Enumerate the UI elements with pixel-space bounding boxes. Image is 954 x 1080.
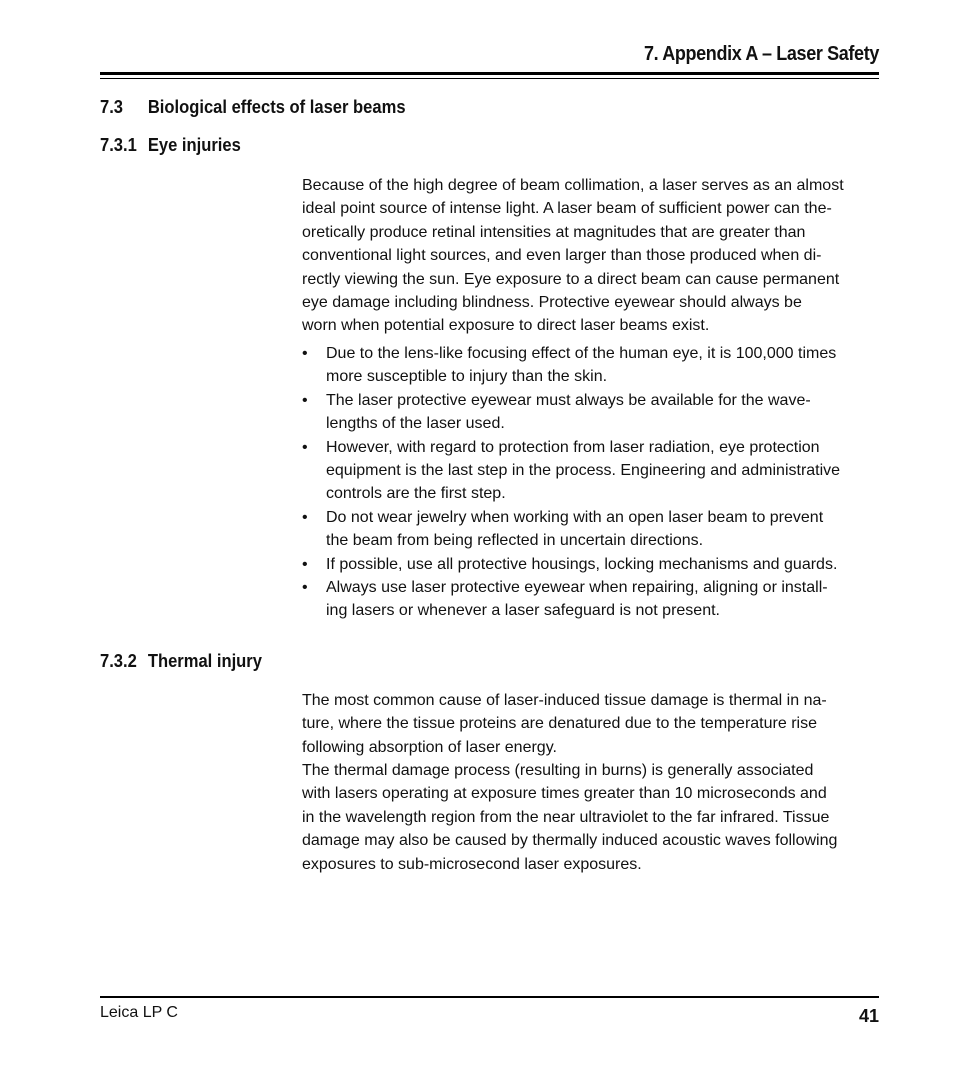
bullet-dot-icon: • bbox=[302, 438, 308, 456]
bullet-line: lengths of the laser used. bbox=[326, 415, 505, 433]
bullet-line: However, with regard to protection from laser radiation, eye protection bbox=[326, 438, 820, 456]
section-number: 7.3.1 bbox=[100, 135, 137, 155]
section-title: Eye injuries bbox=[147, 135, 241, 155]
paragraph-line: exposures to sub-microsecond laser exposures. bbox=[302, 855, 642, 873]
header-rule-thick bbox=[100, 72, 879, 75]
bullet-line: ing lasers or whenever a laser safeguard is not present. bbox=[326, 602, 720, 620]
bullet-item bbox=[302, 342, 879, 389]
section-heading-7-3 bbox=[100, 97, 406, 118]
section-number: 7.3 bbox=[100, 97, 124, 117]
page-number: 41 bbox=[858, 1006, 879, 1026]
bullet-item bbox=[302, 576, 879, 623]
paragraph-line: ture, where the tissue proteins are denatured due to the temperature rise bbox=[302, 715, 817, 733]
paragraph-line: ideal point source of intense light. A laser beam of sufficient power can the- bbox=[302, 200, 832, 218]
bullet-line: the beam from being reflected in uncertain directions. bbox=[326, 532, 704, 550]
eye-injuries-paragraph bbox=[302, 174, 879, 338]
section-title: Thermal injury bbox=[147, 651, 262, 671]
paragraph-line: The most common cause of laser-induced tissue damage is thermal in na- bbox=[302, 692, 827, 709]
bullet-line: If possible, use all protective housings, locking mechanisms and guards. bbox=[326, 555, 838, 573]
bullet-dot-icon: • bbox=[302, 345, 308, 362]
bullet-line: equipment is the last step in the process. Engineering and administrative bbox=[326, 461, 841, 479]
thermal-injury-paragraph-2 bbox=[302, 759, 879, 876]
paragraph-line: in the wavelength region from the near ultraviolet to the far infrared. Tissue bbox=[302, 808, 830, 826]
paragraph-line: rectly viewing the sun. Eye exposure to a direct beam can cause permanent bbox=[302, 270, 840, 288]
bullet-item bbox=[302, 553, 879, 576]
bullet-line: Do not wear jewelry when working with an open laser beam to prevent bbox=[326, 508, 824, 526]
bullet-dot-icon: • bbox=[302, 578, 308, 596]
paragraph-line: conventional light sources, and even larger than those produced when di- bbox=[302, 247, 822, 265]
bullet-dot-icon: • bbox=[302, 555, 308, 573]
bullet-item bbox=[302, 389, 879, 436]
bullet-line: more susceptible to injury than the skin. bbox=[326, 368, 608, 386]
paragraph-line: eye damage including blindness. Protective eyewear should always be bbox=[302, 293, 802, 311]
page-header-title: 7. Appendix A – Laser Safety bbox=[643, 43, 879, 65]
bullet-dot-icon: • bbox=[302, 508, 308, 526]
bullet-line: controls are the first step. bbox=[326, 485, 506, 503]
section-heading-7-3-2 bbox=[100, 651, 262, 672]
header-rule-thin bbox=[100, 78, 879, 79]
bullet-line: Always use laser protective eyewear when repairing, aligning or install- bbox=[326, 578, 828, 596]
paragraph-line: damage may also be caused by thermally induced acoustic waves following bbox=[302, 832, 838, 850]
thermal-injury-paragraph-1 bbox=[302, 689, 879, 759]
paragraph-line: worn when potential exposure to direct laser beams exist. bbox=[302, 317, 710, 335]
paragraph-line: The thermal damage process (resulting in burns) is generally associated bbox=[302, 762, 814, 779]
paragraph-line: with lasers operating at exposure times greater than 10 microseconds and bbox=[302, 785, 827, 803]
bullet-line: The laser protective eyewear must always be available for the wave- bbox=[326, 391, 811, 409]
eye-injuries-bullet-list bbox=[302, 342, 879, 623]
paragraph-line: following absorption of laser energy. bbox=[302, 738, 557, 756]
footer-rule bbox=[100, 996, 879, 998]
paragraph-line: oretically produce retinal intensities at magnitudes that are greater than bbox=[302, 223, 806, 241]
footer-product-name: Leica LP C bbox=[100, 1004, 178, 1021]
section-number: 7.3.2 bbox=[100, 651, 137, 671]
bullet-line: Due to the lens-like focusing effect of the human eye, it is 100,000 times bbox=[326, 345, 837, 362]
bullet-item bbox=[302, 436, 879, 506]
paragraph-line: Because of the high degree of beam collimation, a laser serves as an almost bbox=[302, 177, 844, 194]
bullet-item bbox=[302, 506, 879, 553]
bullet-dot-icon: • bbox=[302, 391, 308, 409]
section-title: Biological effects of laser beams bbox=[147, 97, 406, 117]
section-heading-7-3-1 bbox=[100, 135, 241, 156]
